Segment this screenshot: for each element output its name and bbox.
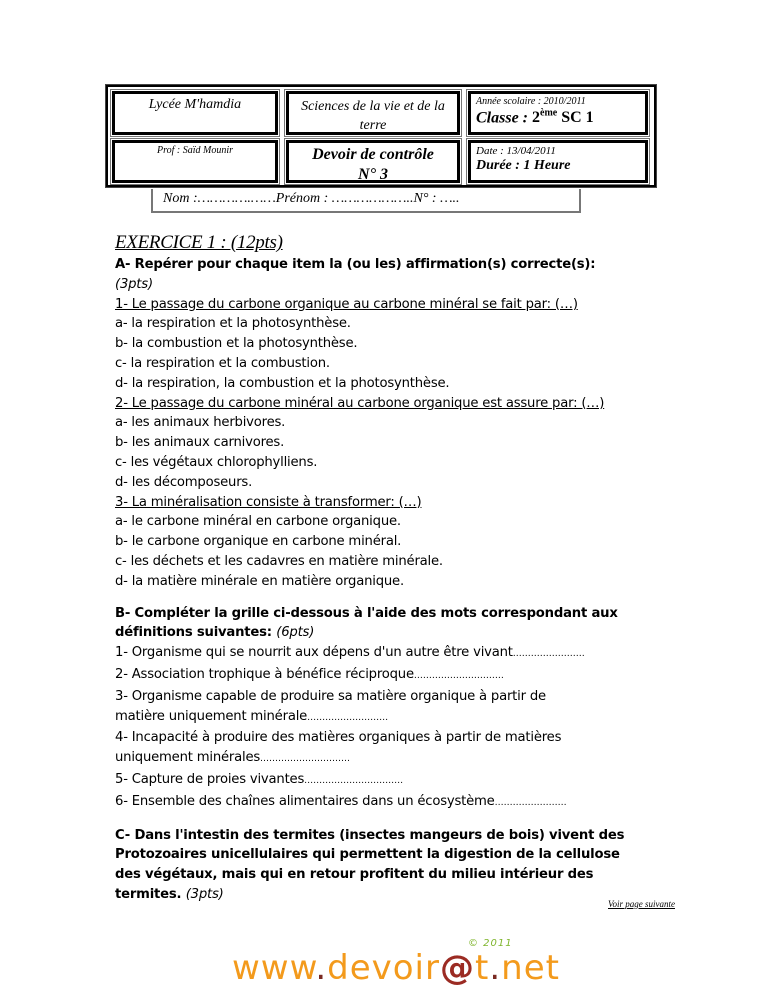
definition-5 (115, 770, 675, 792)
definition-6 (115, 792, 675, 814)
watermark-net: net (501, 948, 560, 988)
watermark-copyright: © 2011 (468, 938, 513, 949)
part-c-line1: C- Dans l'intestin des termites (insectes mangeurs de bois) vivent des (115, 827, 625, 843)
exam-title-cell (286, 140, 460, 183)
school-cell (112, 91, 278, 135)
exam-number: N° 3 (358, 166, 388, 183)
exam-title (289, 143, 457, 185)
question-3-option-c: c- les déchets et les cadavres en matière minérale. (115, 553, 443, 569)
part-b-instruction-line2 (115, 623, 675, 643)
exercise-content (115, 231, 675, 917)
class-level-number: 2 (532, 109, 540, 127)
question-2: 2- Le passage du carbone minéral au carbone organique est assure par: (…) (115, 395, 605, 411)
part-c-line2: Protozoaires unicellulaires qui permettent la digestion de la cellulose (115, 847, 620, 863)
definition-text: 4- Incapacité à produire des matières organiques à partir de matières (115, 730, 562, 746)
header-table (105, 84, 657, 188)
subject-name: Sciences de la vie et de la terre (301, 99, 445, 133)
question-3: 3- La minéralisation consiste à transformer: (…) (115, 494, 422, 510)
question-2-option-b: b- les animaux carnivores. (115, 435, 285, 451)
question-1: 1- Le passage du carbone organique au carbone minéral se fait par: (…) (115, 296, 578, 312)
exercise-title: EXERCICE 1 : (12pts) (115, 232, 283, 253)
answer-blank[interactable]: ……………………… (307, 712, 389, 723)
school-year: Année scolaire : 2010/2011 (476, 96, 586, 107)
question-1-option-b: b- la combustion et la photosynthèse. (115, 336, 358, 352)
site-watermark (232, 938, 560, 988)
watermark-t: t (474, 948, 490, 988)
class-name: SC 1 (557, 109, 594, 127)
next-page-link[interactable]: Voir page suivante (608, 898, 675, 909)
watermark-www: www (232, 948, 316, 988)
question-3-option-d: d- la matière minérale en matière organique. (115, 573, 404, 589)
part-c-line4 (115, 885, 675, 905)
definition-text: 5- Capture de proies vivantes (115, 771, 305, 787)
exam-title-line1: Devoir de contrôle (312, 146, 434, 163)
prof-cell (112, 140, 278, 183)
definition-text: matière uniquement minérale (115, 708, 308, 724)
subject-cell (286, 91, 460, 135)
date-duration-cell (468, 140, 648, 183)
at-sign-icon: @ (439, 948, 475, 988)
class-label (471, 108, 645, 127)
exam-date: Date : 13/04/2011 (476, 145, 556, 157)
definition-text: 2- Association trophique à bénéfice réciproque (115, 666, 414, 682)
definition-text: 1- Organisme qui se nourrit aux dépens d'un autre être vivant (115, 645, 513, 661)
answer-blank[interactable]: …………………… (512, 649, 585, 660)
class-level-sup: ème (540, 108, 558, 119)
definition-1 (115, 643, 675, 665)
question-1-option-c: c- la respiration et la combustion. (115, 355, 330, 371)
watermark-dot: . (489, 948, 502, 988)
answer-blank[interactable]: ………………………… (413, 670, 504, 681)
exam-duration: Durée : 1 Heure (476, 158, 571, 173)
part-c-text: termites. (115, 886, 186, 902)
definition-3 (115, 687, 675, 707)
question-2-option-c: c- les végétaux chlorophylliens. (115, 454, 318, 470)
definition-text: 3- Organisme capable de produire sa matière organique à partir de (115, 688, 546, 704)
answer-blank[interactable]: …………………… (494, 797, 567, 808)
question-1-option-a: a- la respiration et la photosynthèse. (115, 316, 351, 332)
year-class-cell (468, 91, 648, 135)
school-name: Lycée M'hamdia (148, 97, 242, 112)
part-c-line3: des végétaux, mais qui en retour profitent du milieu intérieur des (115, 867, 594, 883)
class-prefix: Classe : (476, 109, 532, 127)
student-info-field[interactable]: Nom :………….……Prénom : ………………..N° : ….. (151, 189, 581, 213)
definition-4-cont (115, 748, 675, 770)
answer-blank[interactable]: ………………………… (260, 754, 351, 765)
part-a-instruction: A- Repérer pour chaque item la (ou les) affirmation(s) correcte(s): (115, 257, 596, 272)
definition-text: uniquement minérales (115, 750, 261, 766)
definition-2 (115, 665, 675, 687)
part-c-points: (3pts) (185, 886, 224, 902)
question-2-option-d: d- les décomposeurs. (115, 474, 253, 490)
part-b-instruction-line1: B- Compléter la grille ci-dessous à l'aide des mots correspondant aux (115, 605, 618, 621)
prof-name: Prof : Saïd Mounir (156, 145, 233, 156)
definition-4 (115, 728, 675, 748)
part-a-points: (3pts) (115, 276, 153, 292)
answer-blank[interactable]: …………………………… (304, 775, 404, 786)
definition-3-cont (115, 707, 675, 729)
question-1-option-d: d- la respiration, la combustion et la photosynthèse. (115, 375, 450, 391)
question-3-option-a: a- le carbone minéral en carbone organique. (115, 514, 401, 530)
part-b-points: (6pts) (276, 625, 315, 641)
watermark-devoir: devoir (327, 948, 440, 988)
definition-text: 6- Ensemble des chaînes alimentaires dans un écosystème (115, 793, 495, 809)
part-b-instruction-text: définitions suivantes: (115, 625, 277, 641)
watermark-dot: . (315, 948, 328, 988)
question-2-option-a: a- les animaux herbivores. (115, 415, 286, 431)
class-level (532, 109, 594, 126)
question-3-option-b: b- le carbone organique en carbone minéral. (115, 534, 402, 550)
